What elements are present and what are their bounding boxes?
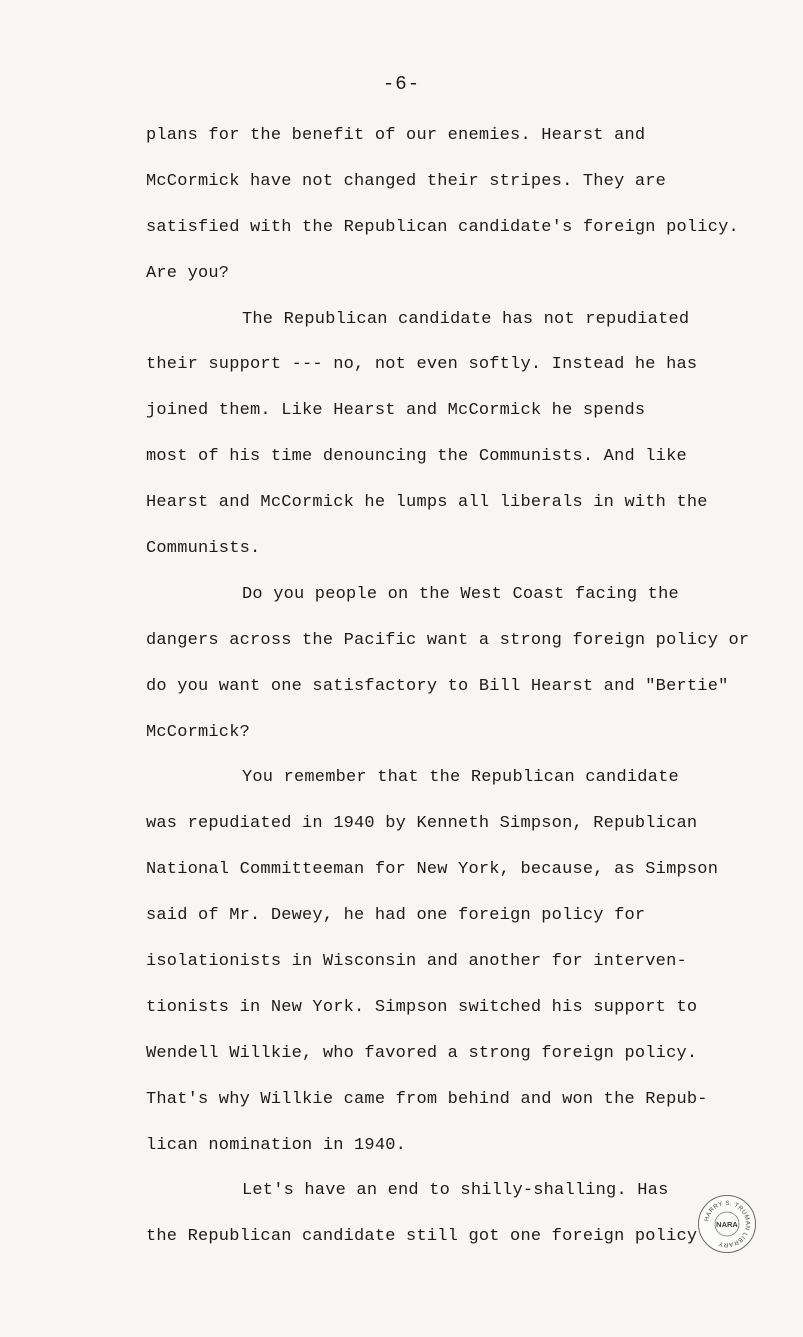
text-line: satisfied with the Republican candidate's foreign policy. xyxy=(146,217,739,237)
page-number: -6- xyxy=(382,73,421,95)
text-line: Do you people on the West Coast facing the xyxy=(242,584,679,604)
text-line: do you want one satisfactory to Bill Hearst and "Bertie" xyxy=(146,676,729,696)
text-line: tionists in New York. Simpson switched his support to xyxy=(146,997,698,1017)
text-line: McCormick have not changed their stripes. They are xyxy=(146,171,667,191)
library-seal-graphic xyxy=(699,1196,755,1252)
text-line: Wendell Willkie, who favored a strong foreign policy. xyxy=(146,1043,698,1063)
text-line: Hearst and McCormick he lumps all liberals in with the xyxy=(146,493,708,513)
text-line: said of Mr. Dewey, he had one foreign policy for xyxy=(146,906,646,926)
text-line: Are you? xyxy=(146,263,230,283)
text-line: isolationists in Wisconsin and another for interven- xyxy=(146,952,687,972)
text-line: most of his time denouncing the Communists. And like xyxy=(146,447,687,467)
text-line: National Committeeman for New York, because, as Simpson xyxy=(146,860,719,880)
text-line: joined them. Like Hearst and McCormick he spends xyxy=(146,401,646,421)
seal-ring-text: HARRY S. TRUMAN LIBRARY xyxy=(703,1199,752,1249)
text-line: That's why Willkie came from behind and won the Repub- xyxy=(146,1089,708,1109)
library-seal-icon xyxy=(698,1195,756,1253)
text-line: Communists. xyxy=(146,539,261,559)
text-line: lican nomination in 1940. xyxy=(146,1135,407,1155)
text-line: McCormick? xyxy=(146,722,251,742)
text-line: plans for the benefit of our enemies. Hearst and xyxy=(146,126,646,145)
text-line: was repudiated in 1940 by Kenneth Simpson, Republican xyxy=(146,814,698,834)
body-text xyxy=(146,124,766,1271)
seal-center-text: NARA xyxy=(716,1220,738,1229)
text-line: Let's have an end to shilly-shalling. Has xyxy=(242,1181,669,1201)
text-line: their support --- no, not even softly. Instead he has xyxy=(146,355,698,375)
text-line: the Republican candidate still got one foreign policy xyxy=(146,1227,698,1247)
text-line: dangers across the Pacific want a strong foreign policy or xyxy=(146,630,750,650)
text-line: You remember that the Republican candidate xyxy=(242,768,679,788)
text-line: The Republican candidate has not repudiated xyxy=(242,309,690,329)
